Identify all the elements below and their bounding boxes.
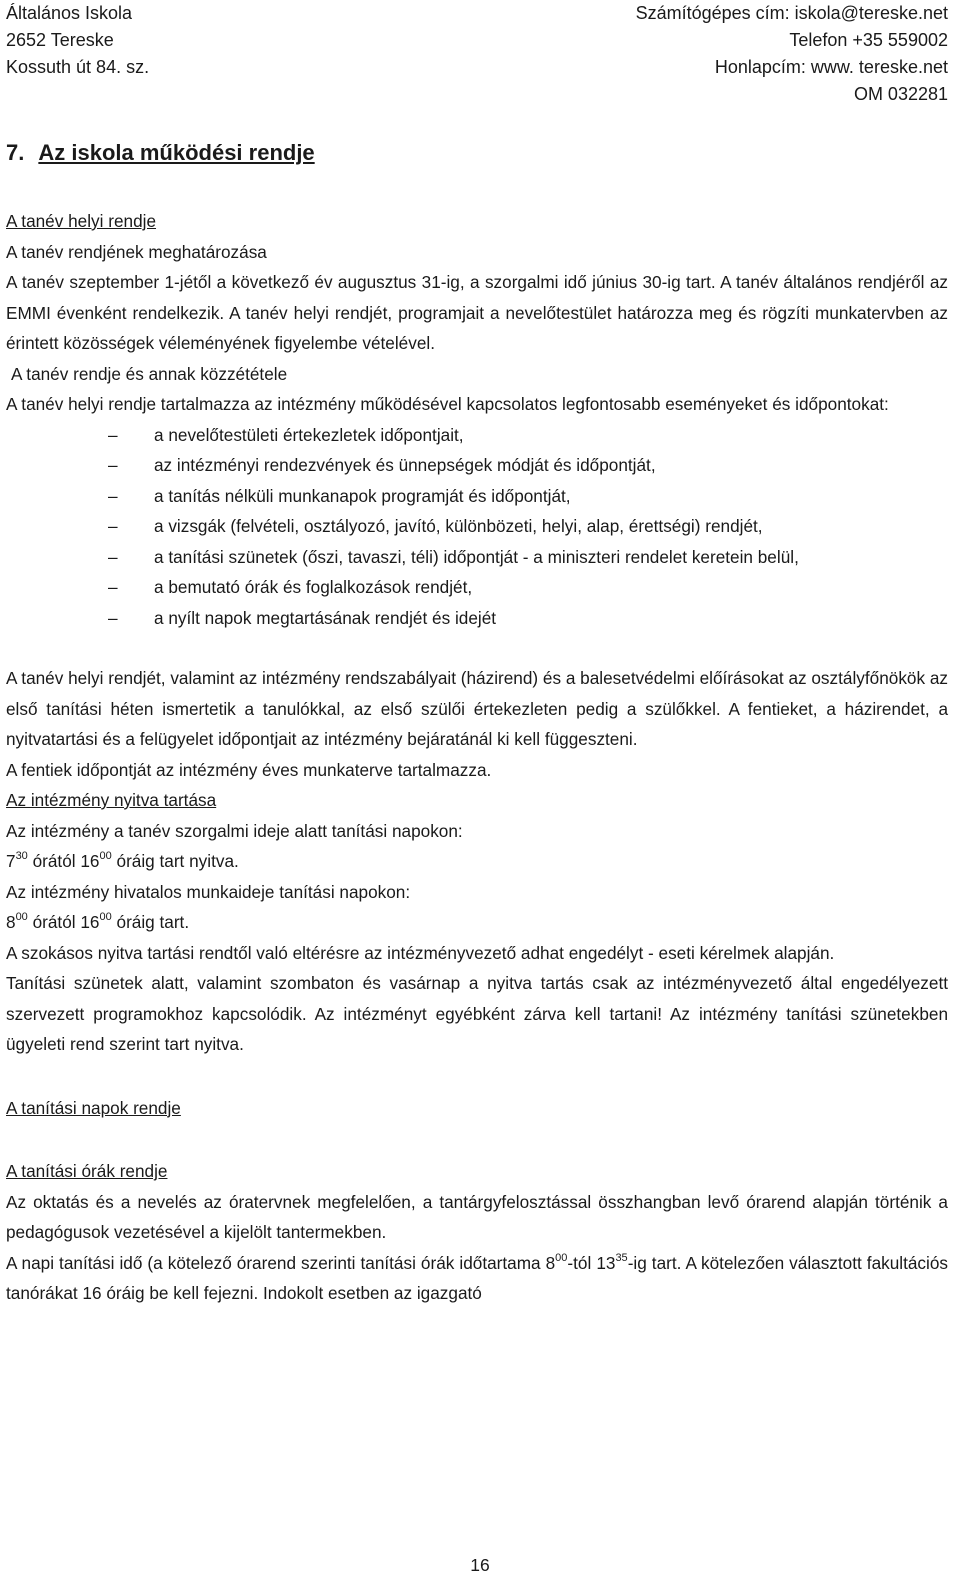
- subheading-kozzetetel: A tanév rendje és annak közzététele: [11, 363, 288, 384]
- paragraph-napi-tanitasi-ido: A napi tanítási idő (a kötelező órarend szerinti tanítási órák időtartama $8^{00}$-tól $13^{35}-ig$ tart. A kötelezően választott fakultációs tanórákat 16 óráig be kell fejezni. Indokolt esetben az igazgató: [6, 1251, 948, 1303]
- header-left: [6, 0, 149, 81]
- school-city: 2652 Tereske: [6, 30, 114, 50]
- paragraph-munkaterv: A fentiek időpontját az intézmény éves munkaterve tartalmazza.: [6, 759, 492, 780]
- list-item: – a nevelőtestületi értekezletek időpontjait,: [6, 420, 948, 451]
- om-line: OM 032281: [853, 84, 948, 104]
- website-line: Honlapcím: www. tereske.net: [714, 57, 948, 77]
- document-body: [6, 206, 948, 1309]
- section-title: [6, 140, 315, 166]
- dash-bullet: –: [108, 577, 118, 597]
- page-number: 16: [470, 1555, 490, 1575]
- paragraph-szorgalmi-ido: Az intézmény a tanév szorgalmi ideje alatt tanítási napokon:: [6, 820, 463, 841]
- dash-bullet: –: [108, 485, 118, 506]
- heading-tanitasi-orak: A tanítási órák rendje: [6, 1161, 168, 1181]
- paragraph-oratervek: Az oktatás és a nevelés az óratervnek megfelelően, a tantárgyfelosztással összhangban levő órarend alapján történik a pedagógusok vezetésével a kijelölt tantermekben.: [6, 1191, 948, 1242]
- header-right: [636, 0, 948, 108]
- heading-nyitva-tartas: Az intézmény nyitva tartása: [6, 790, 217, 810]
- list-item: – a nyílt napok megtartásának rendjét és idejét: [6, 603, 948, 634]
- list-item: – a tanítási szünetek (őszi, tavaszi, téli) időpontját - a miniszteri rendelet keretein belül,: [6, 542, 948, 573]
- dash-bullet: –: [108, 607, 118, 628]
- events-list: [6, 420, 948, 634]
- list-item: – az intézményi rendezvények és ünnepségek módját és időpontját,: [6, 450, 948, 481]
- office-hours-line: $8^{00}$ órától $16^{00}$ óráig tart.: [6, 911, 190, 932]
- section-title-text: Az iskola működési rendje: [38, 140, 315, 165]
- dash-bullet: –: [108, 455, 118, 475]
- paragraph-hivatalos-munkaido: Az intézmény hivatalos munkaideje tanítási napokon:: [6, 881, 411, 902]
- list-item: – a vizsgák (felvételi, osztályozó, javító, különbözeti, helyi, alap, érettségi) rendjét,: [6, 511, 948, 542]
- section-number: 7.: [6, 140, 25, 165]
- list-item: – a bemutató órák és foglalkozások rendjét,: [6, 572, 948, 603]
- list-item: – a tanítás nélküli munkanapok programját és időpontját,: [6, 481, 948, 512]
- paragraph-szunetek: Tanítási szünetek alatt, valamint szombaton és vasárnap a nyitva tartás csak az intézményvezető által engedélyezett szervezett programokhoz kapcsolódik. Az intézményt egyébként zárva kell tartani! Az intézmény tanítási szünetekben ügyeleti rend szerint tart nyitva.: [6, 973, 948, 1054]
- opening-hours-line: $7^{30}$ órától $16^{00}$ óráig tart nyitva.: [6, 850, 239, 871]
- heading-tanev-helyi-rendje: A tanév helyi rendje: [6, 211, 157, 231]
- email-line: Számítógépes cím: iskola@tereske.net: [635, 3, 948, 23]
- paragraph-tanev-helyi-rendje: A tanév helyi rendje tartalmazza az intézmény működésével kapcsolatos legfontosabb eseményeket és időpontokat:: [6, 394, 889, 414]
- dash-bullet: –: [108, 546, 118, 567]
- paragraph-elteres: A szokásos nyitva tartási rendtől való eltérésre az intézményvezető adhat engedélyt - eseti kérelmek alapján.: [6, 942, 835, 963]
- phone-line: Telefon +35 559002: [789, 30, 948, 50]
- paragraph-tanev-idotartam: A tanév szeptember 1-jétől a következő év augusztus 31-ig, a szorgalmi idő június 30-ig tart. A tanév általános rendjéről az EMMI évenként rendelkezik. A tanév helyi rendjét, programjait a nevelőtestület határozza meg és rögzíti munkatervben az érintett közösségek véleményének figyelembe vételével.: [6, 272, 948, 353]
- school-address: Kossuth út 84. sz.: [6, 57, 150, 77]
- dash-bullet: –: [108, 424, 118, 445]
- subheading-meghatarozas: A tanév rendjének meghatározása: [6, 241, 267, 262]
- dash-bullet: –: [108, 516, 118, 536]
- paragraph-ismertetes: A tanév helyi rendjét, valamint az intézmény rendszabályait (házirend) és a balesetvédelmi előírásokat az osztályfőnökök az első tanítási héten ismertetik a tanulókkal, az első szülői értekezleten pedig a szülőkkel. A fentieket, a házirendet, a nyitvatartási és a felügyelet időpontjait az intézmény bejáratánál ki kell függeszteni.: [6, 668, 948, 749]
- school-name: Általános Iskola: [6, 3, 133, 23]
- heading-tanitasi-napok: A tanítási napok rendje: [6, 1097, 181, 1118]
